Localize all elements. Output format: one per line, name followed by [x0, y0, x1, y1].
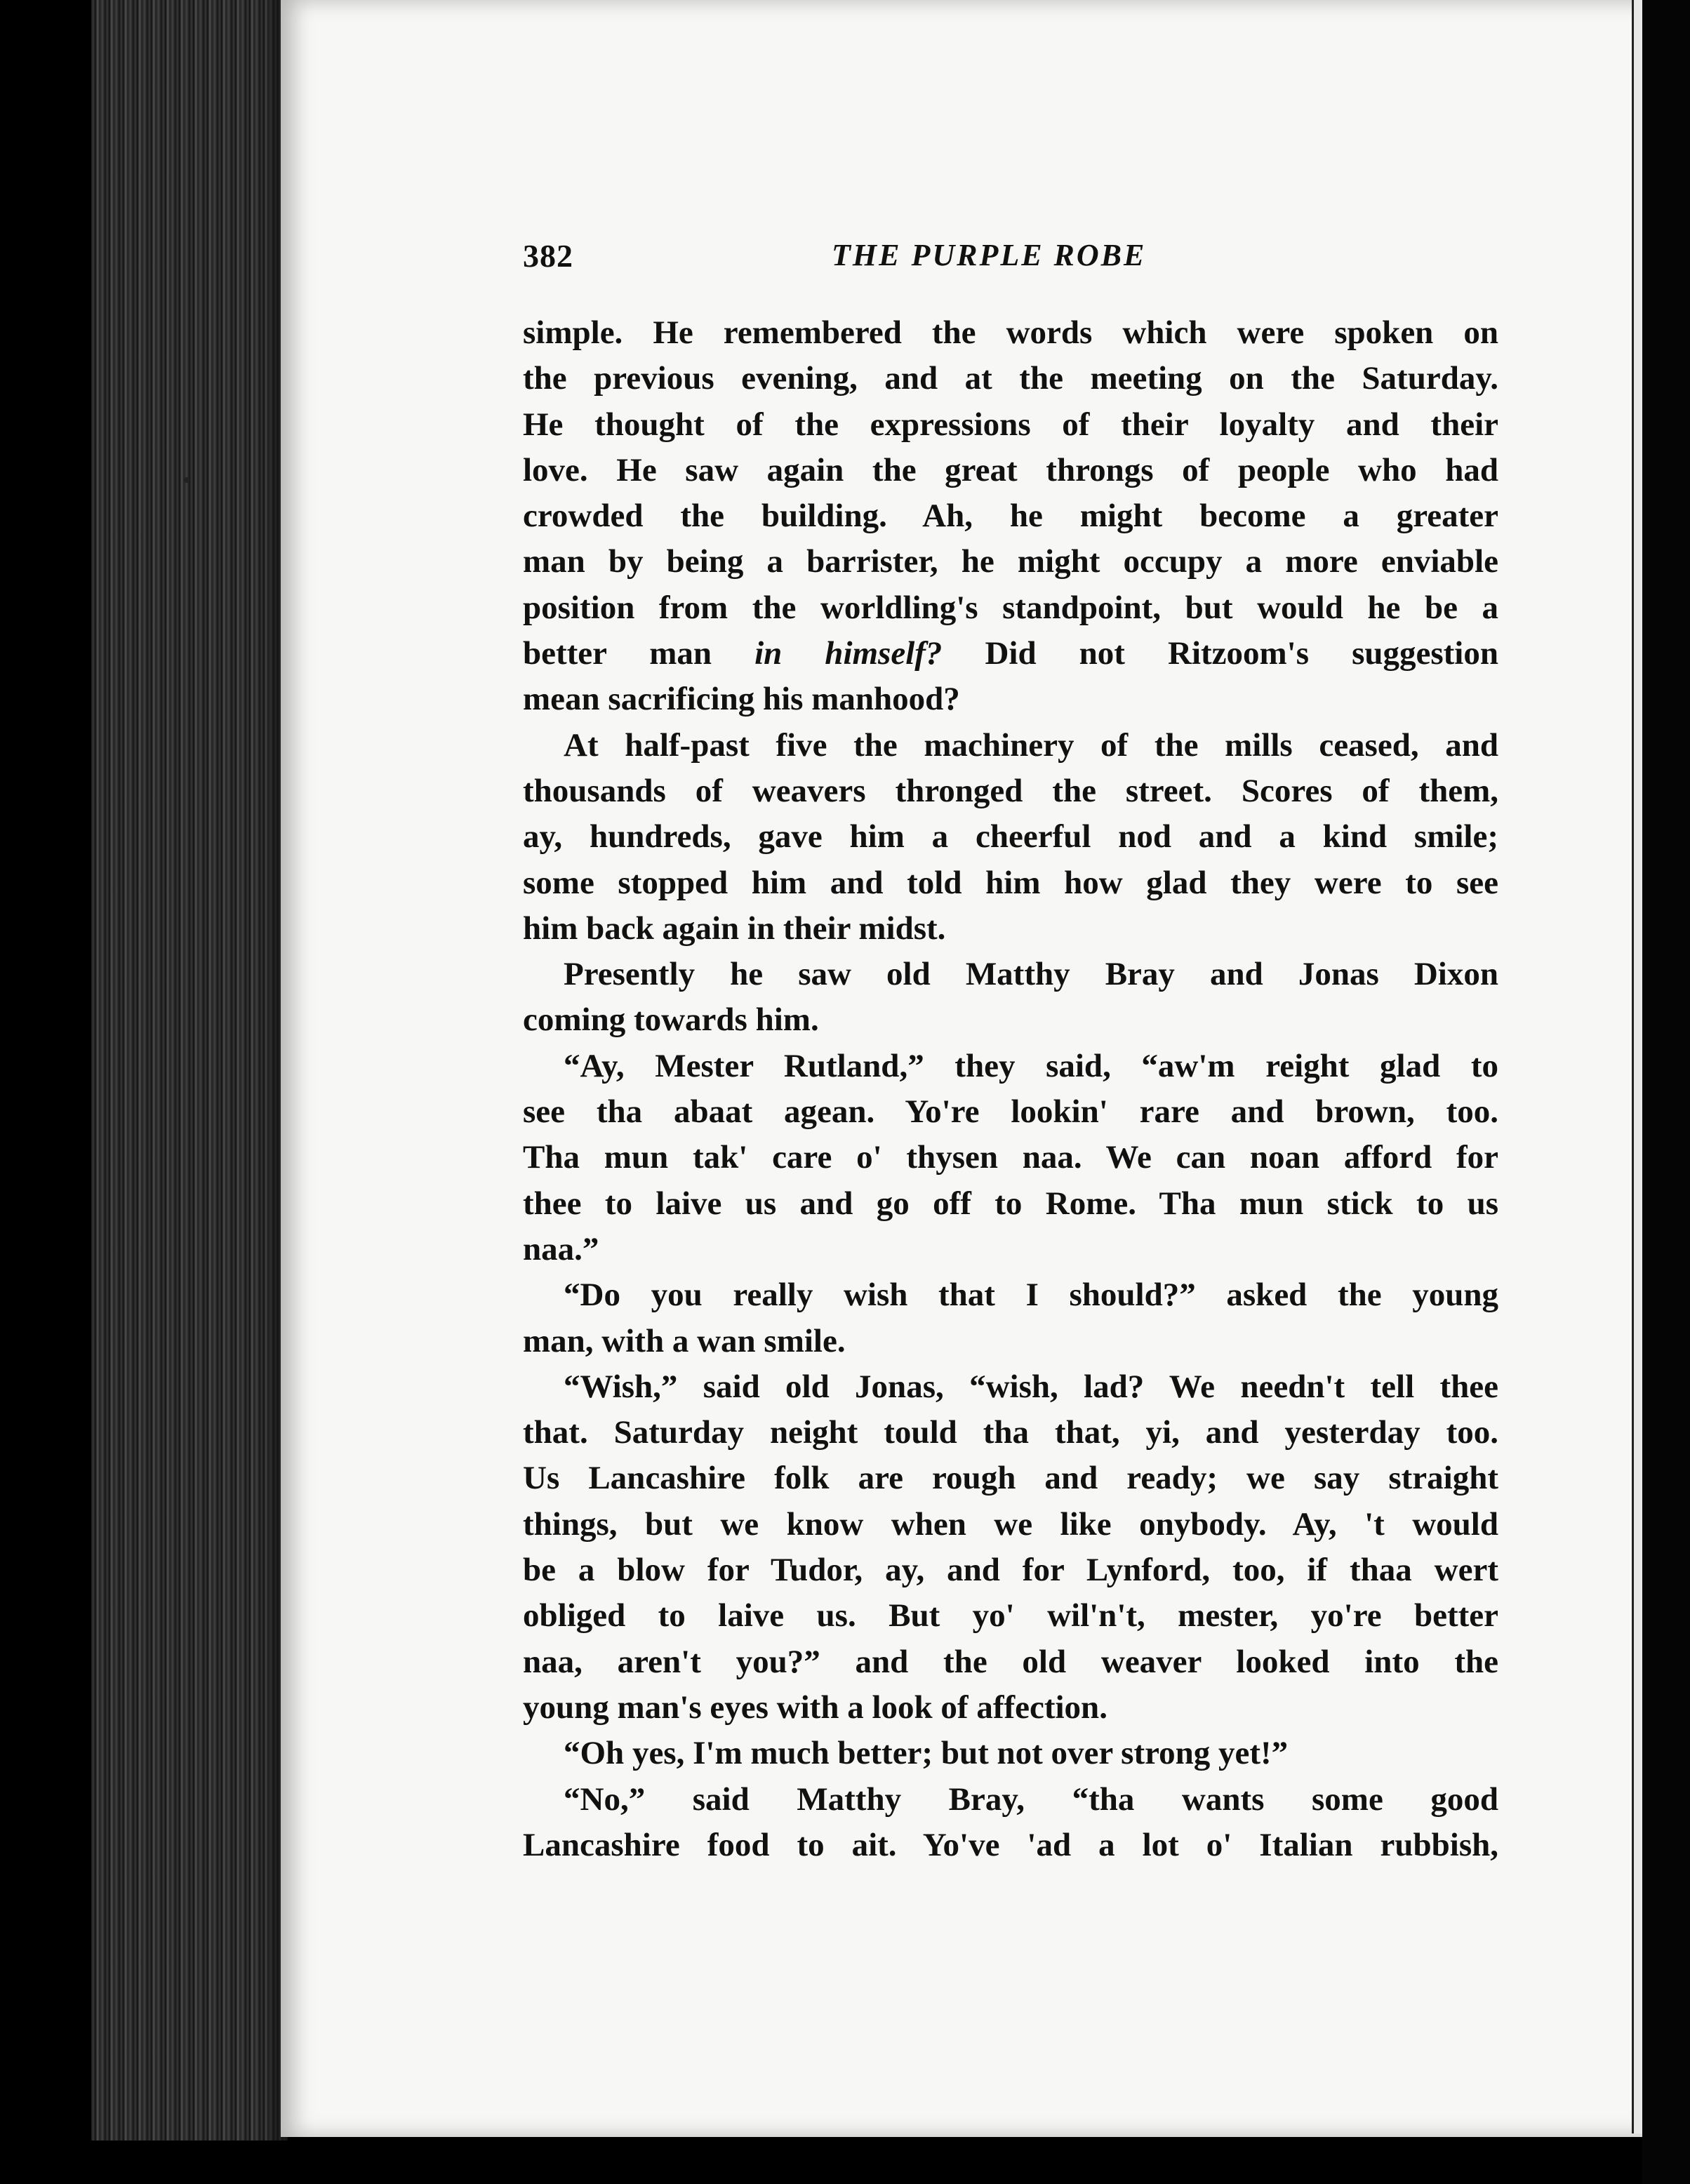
page-header: [523, 237, 1505, 286]
text-line: Us Lancashire folk are rough and ready; we say straight: [523, 1460, 1498, 1497]
text-line: see tha abaat agean. Yo're lookin' rare and brown, too.: [523, 1093, 1498, 1131]
text-line: thee to laive us and go off to Rome. Tha mun stick to us: [523, 1185, 1498, 1222]
text-line: love. He saw again the great throngs of people who had: [523, 451, 1498, 488]
text-run: Did not Ritzoom's suggestion: [942, 635, 1498, 672]
text-line: ay, hundreds, gave him a cheerful nod and a kind smile;: [523, 818, 1498, 855]
text-line: Presently he saw old Matthy Bray and Jonas Dixon: [564, 956, 1498, 993]
book-page-edge: [91, 0, 288, 2140]
text-line: “Ay, Mester Rutland,” they said, “aw'm reight glad to: [564, 1047, 1498, 1084]
text-line: thousands of weavers thronged the street. Scores of them,: [523, 772, 1498, 809]
body-text: [523, 310, 1498, 1868]
page-number: 382: [523, 238, 573, 274]
text-line: the previous evening, and at the meeting on the Saturday.: [523, 360, 1498, 397]
text-line: mean sacrificing his manhood?: [523, 681, 960, 718]
text-line: At half-past five the machinery of the mills ceased, and: [564, 726, 1498, 764]
text-line: coming towards him.: [523, 1001, 819, 1039]
text-line: be a blow for Tudor, ay, and for Lynford, too, if thaa wert: [523, 1552, 1498, 1589]
text-line: naa.”: [523, 1230, 599, 1267]
text-line: him back again in their midst.: [523, 910, 946, 947]
text-line: man by being a barrister, he might occupy a more enviable: [523, 543, 1498, 580]
text-run: better man: [523, 635, 755, 672]
text-line: Tha mun tak' care o' thysen naa. We can noan afford for: [523, 1139, 1498, 1176]
text-line: “Wish,” said old Jonas, “wish, lad? We needn't tell thee: [564, 1368, 1498, 1405]
text-line: Lancashire food to ait. Yo've 'ad a lot o' Italian rubbish,: [523, 1826, 1498, 1863]
text-line: He thought of the expressions of their loyalty and their: [523, 406, 1498, 443]
text-line: “Oh yes, I'm much better; but not over strong yet!”: [564, 1735, 1289, 1772]
text-line: man, with a wan smile.: [523, 1322, 846, 1359]
text-line: position from the worldling's standpoint, but would he be a: [523, 589, 1498, 626]
text-line: some stopped him and told him how glad they were to see: [523, 864, 1498, 901]
text-line: “Do you really wish that I should?” asked the young: [564, 1277, 1498, 1314]
running-title: THE PURPLE ROBE: [832, 238, 1147, 272]
text-line-with-emphasis: [523, 631, 1498, 677]
text-line: crowded the building. Ah, he might become a greater: [523, 498, 1498, 535]
emphasized-text: in himself?: [754, 635, 943, 672]
text-line: young man's eyes with a look of affection.: [523, 1689, 1107, 1726]
text-line: things, but we know when we like onybody. Ay, 't would: [523, 1505, 1498, 1543]
scan-speck: [184, 477, 189, 483]
text-line: naa, aren't you?” and the old weaver looked into the: [523, 1643, 1498, 1680]
text-line: simple. He remembered the words which were spoken on: [523, 314, 1498, 351]
text-line: obliged to laive us. But yo' wil'n't, mester, yo're better: [523, 1597, 1498, 1634]
text-line: that. Saturday neight tould tha that, yi, and yesterday too.: [523, 1414, 1498, 1451]
scan-border: [1642, 0, 1690, 2184]
text-line: “No,” said Matthy Bray, “tha wants some good: [564, 1780, 1498, 1818]
